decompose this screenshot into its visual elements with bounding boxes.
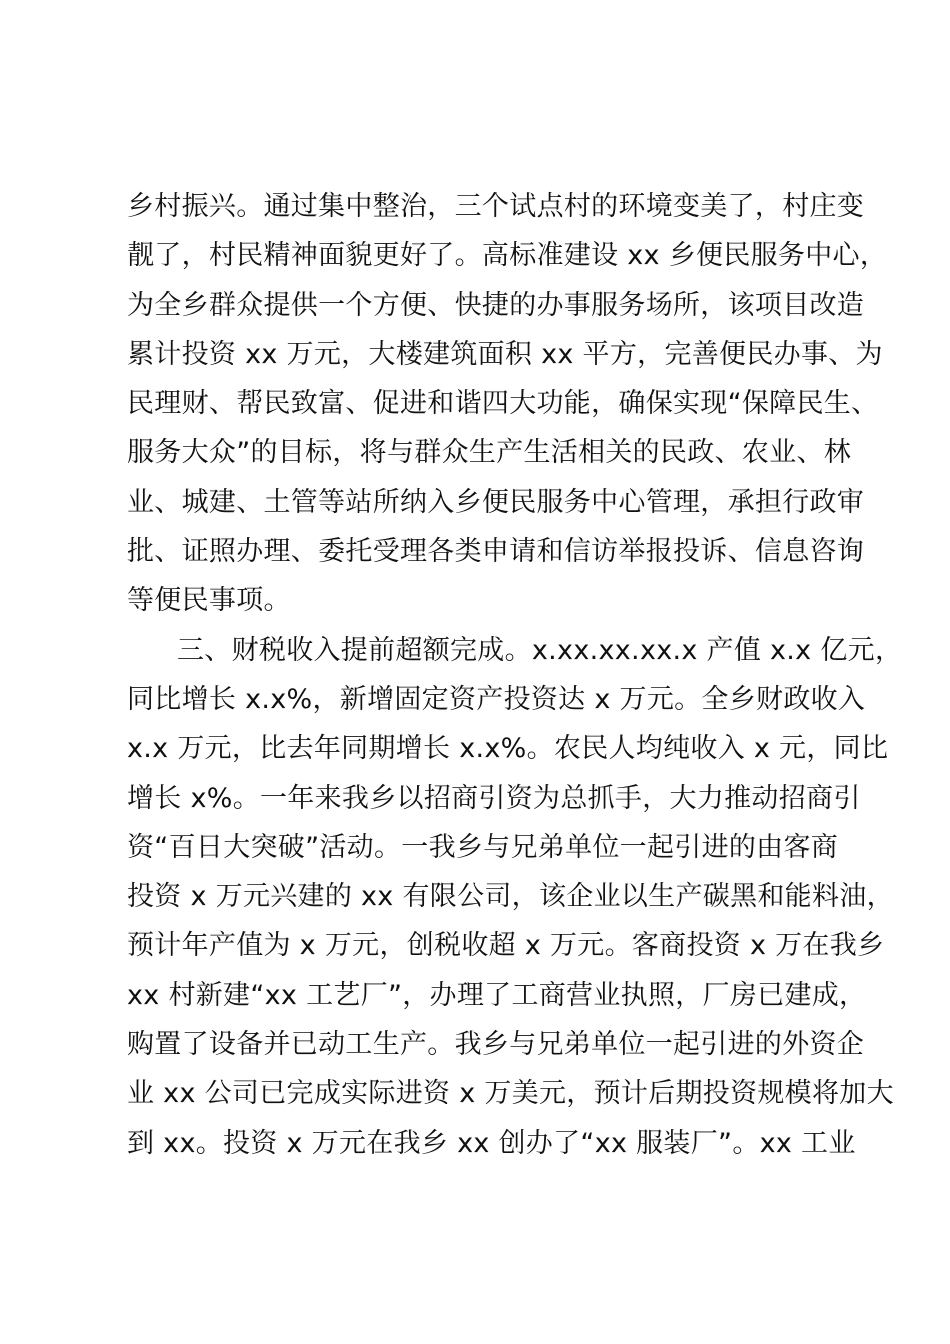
body-text: [127, 182, 903, 1168]
text-line: 等便民事项。: [127, 585, 291, 617]
text-line: 乡村振兴。通过集中整治，三个试点村的环境变美了，村庄变: [127, 191, 865, 222]
text-line: 为全乡群众提供一个方便、快捷的办事服务场所，该项目改造: [127, 289, 865, 321]
text-line: 预计年产值为 x 万元，创税收超 x 万元。客商投资 x 万在我乡: [127, 930, 885, 962]
section-heading-line: 三、财税收入提前超额完成。x.xx.xx.xx.x 产值 x.x 亿元，: [177, 634, 903, 666]
text-line: 累计投资 xx 万元，大楼建筑面积 xx 平方，完善便民办事、为: [127, 338, 883, 370]
text-line: 批、证照办理、委托受理各类申请和信访举报投诉、信息咨询: [127, 536, 865, 568]
text-line: xx 村新建“xx 工艺厂”，办理了工商营业执照，厂房已建成，: [127, 979, 867, 1011]
text-line: x.x 万元，比去年同期增长 x.x%。农民人均纯收入 x 元，同比: [127, 733, 889, 765]
text-line: 民理财、帮民致富、促进和谐四大功能，确保实现“保障民生、: [127, 388, 879, 420]
text-line: 服务大众”的目标，将与群众生产生活相关的民政、农业、林: [127, 437, 852, 469]
text-line: 业 xx 公司已完成实际进资 x 万美元，预计后期投资规模将加大: [127, 1078, 894, 1110]
text-line: 资“百日大突破”活动。一我乡与兄弟单位一起引进的由客商: [127, 831, 839, 863]
text-line: 增长 x%。一年来我乡以招商引资为总抓手，大力推动招商引: [127, 782, 861, 814]
text-line: 业、城建、土管等站所纳入乡便民服务中心管理，承担行政审: [127, 486, 865, 518]
text-line: 到 xx。投资 x 万元在我乡 xx 创办了“xx 服装厂”。xx 工业: [127, 1127, 856, 1159]
text-line: 同比增长 x.x%，新增固定资产投资达 x 万元。全乡财政收入: [127, 683, 866, 715]
text-line: 投资 x 万元兴建的 xx 有限公司，该企业以生产碳黑和能料油，: [127, 881, 894, 913]
text-line: 购置了设备并已动工生产。我乡与兄弟单位一起引进的外资企: [127, 1029, 865, 1061]
text-line: 靓了，村民精神面貌更好了。高标准建设 xx 乡便民服务中心，: [127, 240, 888, 272]
